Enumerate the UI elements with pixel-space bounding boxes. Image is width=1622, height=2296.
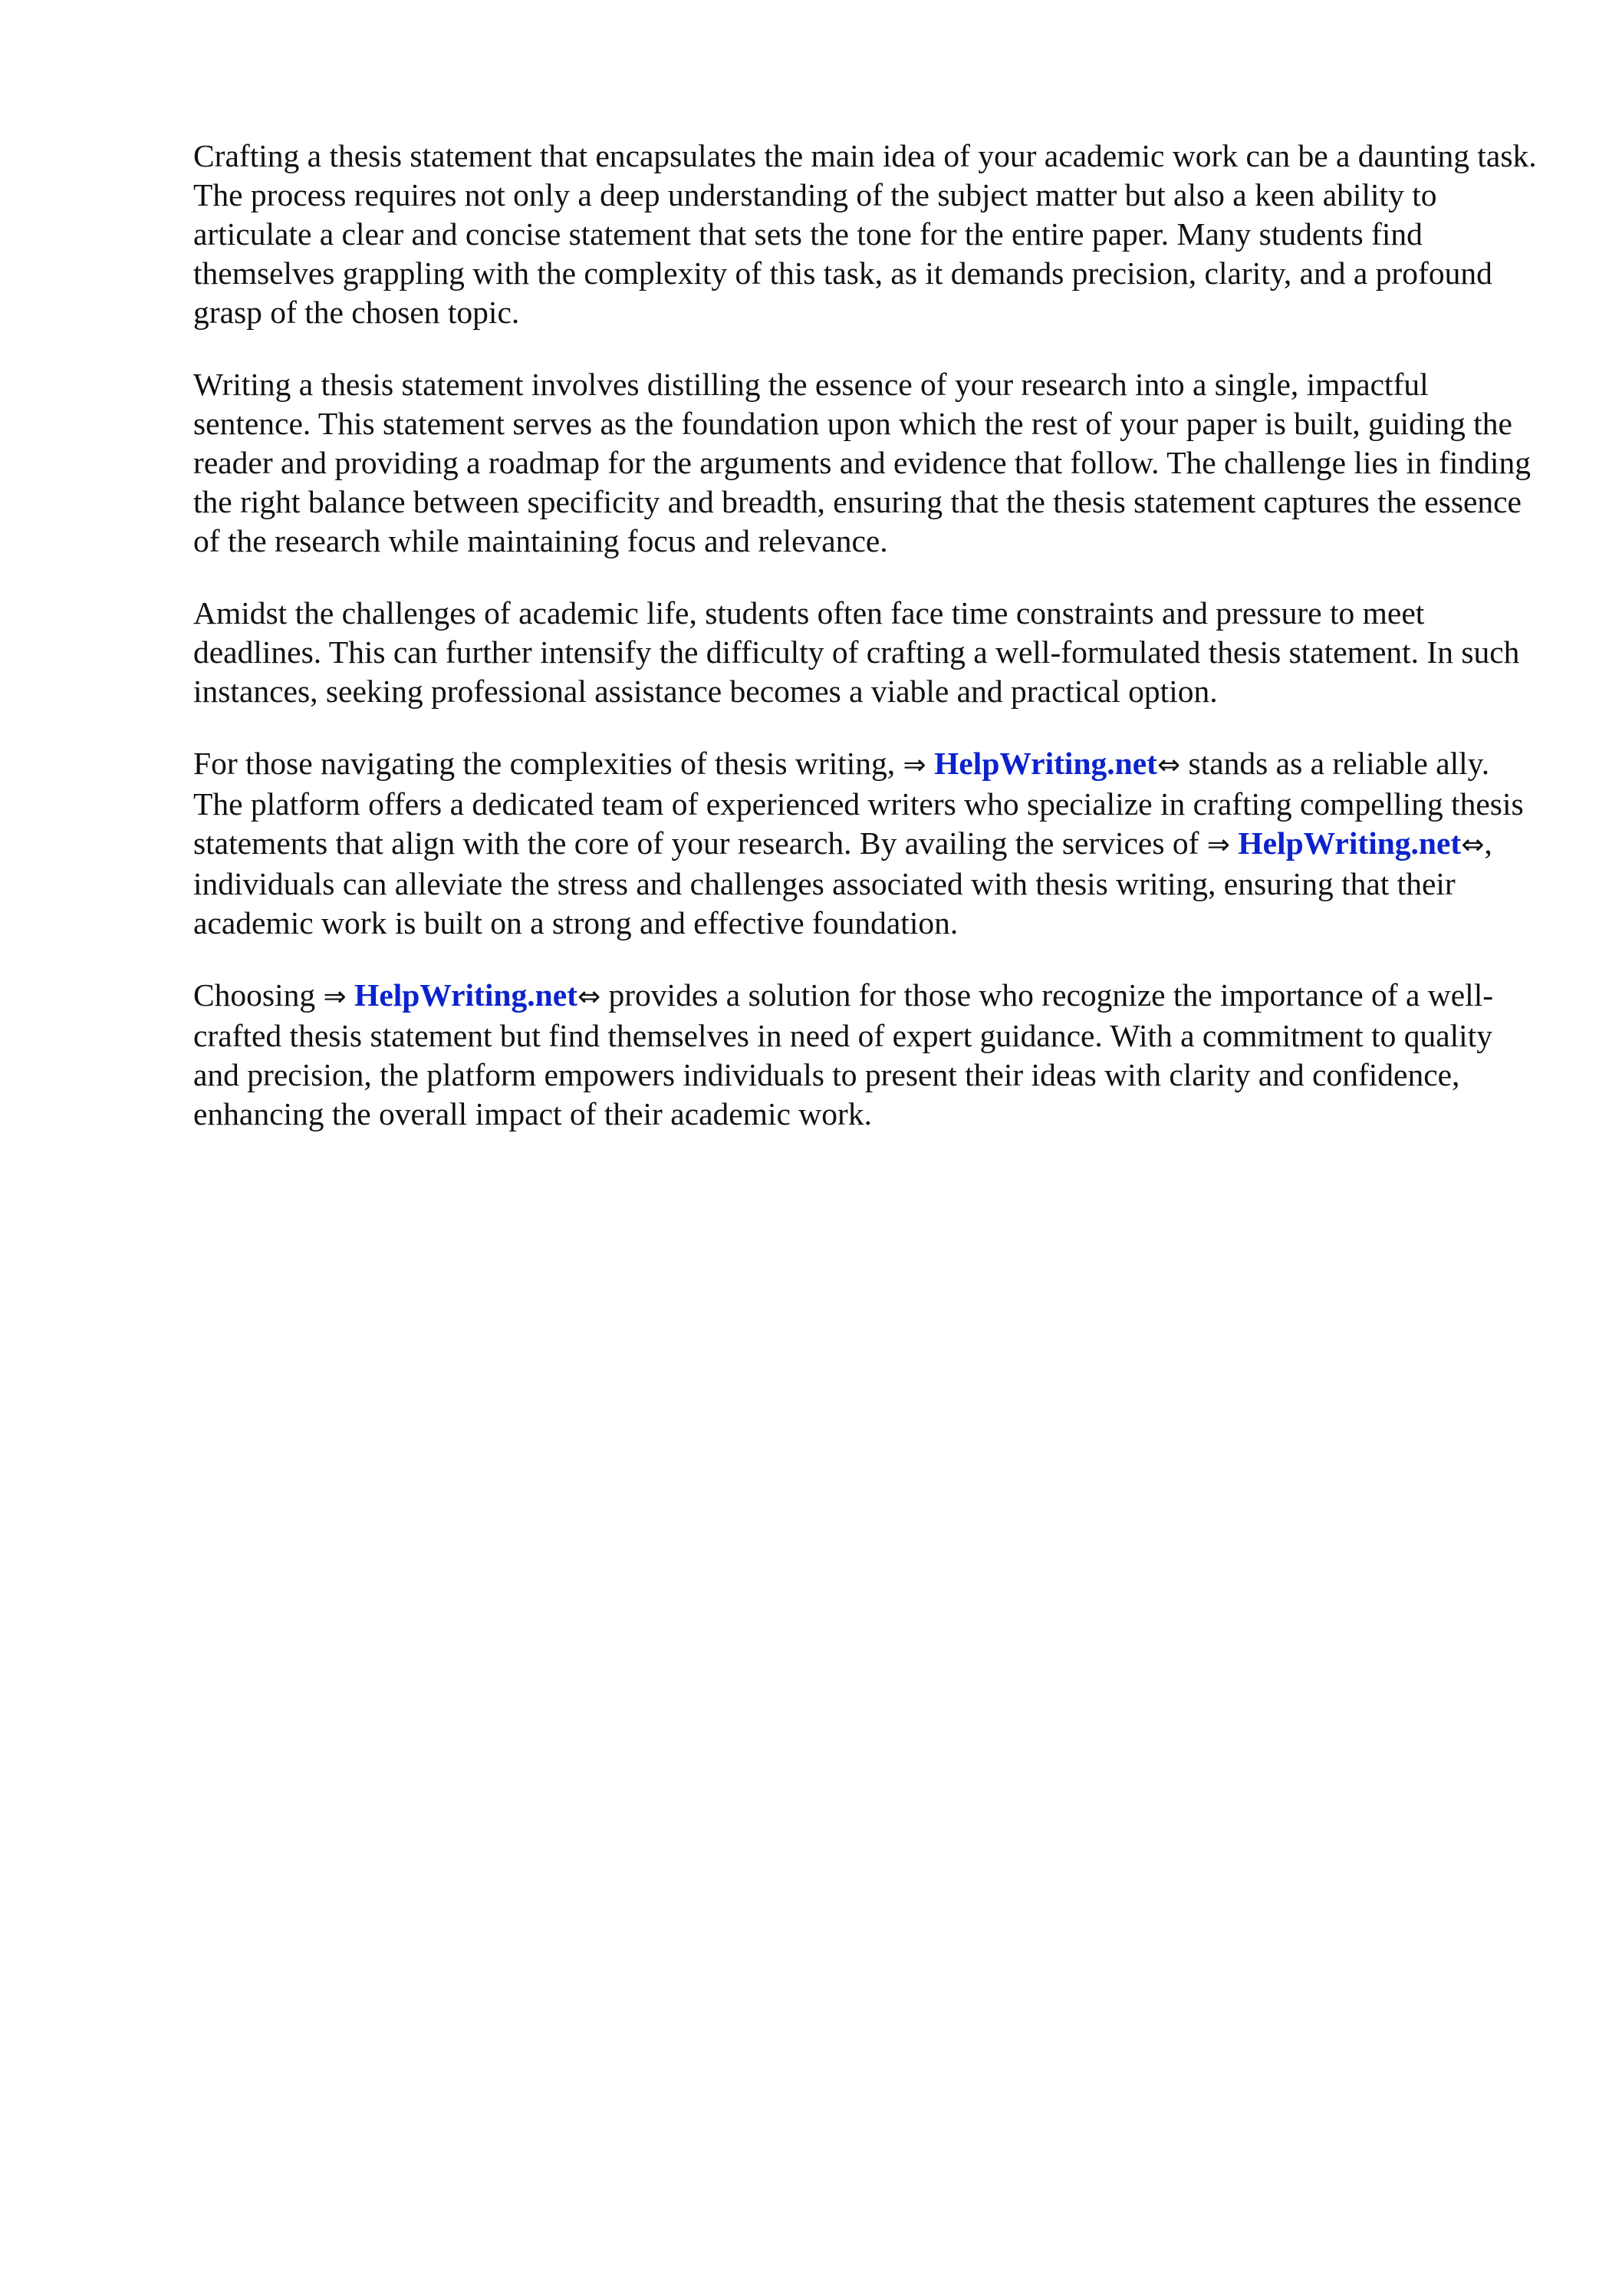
helpwriting-link-3[interactable]: HelpWriting.net — [354, 977, 577, 1013]
paragraph-5-text-part-1: Choosing — [193, 977, 324, 1013]
paragraph-1 — [193, 137, 1543, 332]
paragraph-2-text: Writing a thesis statement involves distilling the essence of your research into a single, impactful sentence. This statement serves as the foundation upon which the rest of your paper is built, guiding the reader and providing a roadmap for the arguments and evidence that follow. The challenge lies in finding the right balance between specificity and breadth, ensuring that the thesis statement captures the essence of the research while maintaining focus and relevance. — [193, 367, 1531, 558]
paragraph-3-text: Amidst the challenges of academic life, students often face time constraints and pressure to meet deadlines. This can further intensify the difficulty of crafting a well-formulated thesis statement. In such instances, seeking professional assistance becomes a viable and practical option. — [193, 595, 1520, 709]
helpwriting-link-2[interactable]: HelpWriting.net — [1238, 825, 1462, 861]
paragraph-4-text-part-1: For those navigating the complexities of thesis writing, — [193, 746, 903, 781]
paragraph-5 — [193, 976, 1543, 1134]
helpwriting-link-1[interactable]: HelpWriting.net — [934, 746, 1157, 781]
right-double-arrow-icon: ⇒ — [1206, 829, 1230, 861]
paragraph-4 — [193, 744, 1543, 943]
paragraph-5-text-part-2: provides a solution for those who recognize the importance of a well-crafted thesis statement but find themselves in need of expert guidance. With a commitment to quality and precision, the platform empowers individuals to present their ideas with clarity and confidence, enhancing the overall impact of their academic work. — [193, 977, 1494, 1132]
left-right-double-arrow-icon: ⇔ — [1461, 829, 1485, 861]
document-body — [193, 137, 1543, 1167]
paragraph-1-text: Crafting a thesis statement that encapsulates the main idea of your academic work can be a daunting task. The process requires not only a deep understanding of the subject matter but also a keen ability to articulate a clear and concise statement that sets the tone for the entire paper. Many students find themselves grappling with the complexity of this task, as it demands precision, clarity, and a profound grasp of the chosen topic. — [193, 138, 1537, 330]
paragraph-3 — [193, 594, 1543, 711]
paragraph-2 — [193, 365, 1543, 561]
paragraph-4-text-part-3: , individuals can alleviate the stress and challenges associated with thesis writing, ensuring that their academic work is built on a strong and effective foundation. — [193, 825, 1492, 940]
paragraph-4-text-part-2: stands as a reliable ally. The platform offers a dedicated team of experienced writers who specialize in crafting compelling thesis statements that align with the core of your research. By availing the services of — [193, 746, 1524, 861]
left-right-double-arrow-icon: ⇔ — [577, 981, 601, 1013]
right-double-arrow-icon: ⇒ — [323, 981, 347, 1013]
left-right-double-arrow-icon: ⇔ — [1156, 749, 1181, 781]
right-double-arrow-icon: ⇒ — [903, 749, 926, 781]
